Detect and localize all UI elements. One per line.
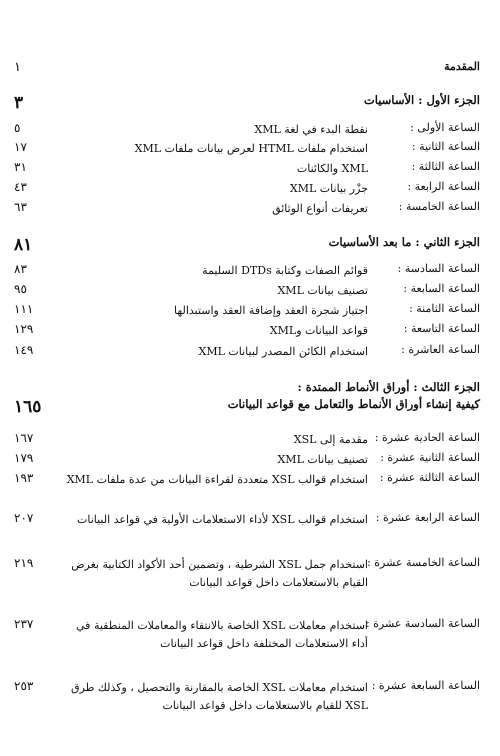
toc-entry-title: تصنيف بيانات XML bbox=[277, 453, 368, 466]
part-subheading[interactable] bbox=[14, 397, 480, 419]
toc-entry-title: تعريفات أنواع الوثائق bbox=[272, 202, 368, 215]
toc-entry-label: الساعة الخامسة عشرة : bbox=[367, 556, 480, 569]
toc-page-number: ٥ bbox=[14, 121, 21, 135]
toc-entry-label: الساعة الأولى : bbox=[410, 121, 480, 134]
toc-page-number: ١٧ bbox=[14, 140, 27, 154]
part-page-number: ١٦٥ bbox=[14, 397, 42, 417]
part-title: الجزء الأول : الأساسيات bbox=[363, 93, 480, 107]
toc-entry-title: مقدمة إلى XSL bbox=[293, 433, 368, 446]
toc-entry-label: الساعة العاشرة : bbox=[401, 343, 480, 356]
toc-entry[interactable] bbox=[14, 451, 480, 469]
toc-entry-label: الساعة السادسة عشرة : bbox=[365, 617, 480, 630]
toc-entry[interactable] bbox=[14, 262, 480, 280]
toc-entry-title: جزْر بيانات XML bbox=[289, 182, 368, 195]
toc-entry[interactable] bbox=[14, 282, 480, 300]
toc-entry-label: الساعة الثامنة : bbox=[409, 302, 480, 315]
toc-entry[interactable] bbox=[14, 180, 480, 198]
toc-entry-label: الساعة الثانية : bbox=[411, 140, 480, 153]
toc-page-number: ٢١٩ bbox=[14, 556, 34, 570]
part-page-number: ٣ bbox=[14, 93, 24, 113]
part-heading[interactable] bbox=[14, 93, 480, 115]
toc-intro[interactable] bbox=[14, 60, 480, 78]
toc-entry-title: نقطة البدء في لغة XML bbox=[254, 123, 368, 136]
toc-page-number: ٣١ bbox=[14, 160, 27, 174]
toc-page-number: ٤٣ bbox=[14, 180, 27, 194]
toc-entry-label: الساعة الحادية عشرة : bbox=[374, 431, 480, 444]
toc-page-number: ٢٥٣ bbox=[14, 679, 34, 693]
part-heading[interactable] bbox=[14, 235, 480, 257]
toc-entry-title: اجتياز شجرة العقد وإضافة العقد واستبدالها bbox=[174, 304, 368, 317]
toc-page-number: ٨٣ bbox=[14, 262, 27, 276]
toc-entry-title: استخدام جمل XSL الشرطية ، وتضمين أحد الأكواد الكتابية بغرض القيام بالاستعلامات داخل قواعد البيانات bbox=[71, 558, 368, 589]
toc-page-number: ١٧٩ bbox=[14, 451, 34, 465]
toc-entry-title: XML والكائنات bbox=[296, 162, 368, 175]
toc-entry[interactable] bbox=[14, 617, 480, 673]
toc-entry[interactable] bbox=[14, 200, 480, 218]
toc-entry-title: استخدام معاملات XSL الخاصة بالانتقاء والمعاملات المنطقية في أداء الاستعلامات المختلفة داخل قواعد البيانات bbox=[76, 619, 368, 650]
toc-entry[interactable] bbox=[14, 140, 480, 158]
toc-entry[interactable] bbox=[14, 160, 480, 178]
toc-entry[interactable] bbox=[14, 322, 480, 340]
toc-entry-label: الساعة الثانية عشرة : bbox=[380, 451, 480, 464]
toc-entry[interactable] bbox=[14, 343, 480, 361]
part-title: الجزء الثاني : ما بعد الأساسيات bbox=[328, 235, 480, 249]
toc-entry[interactable] bbox=[14, 121, 480, 139]
toc-entry-label: الساعة السادسة : bbox=[397, 262, 480, 275]
toc-entry-label: الساعة الثالثة : bbox=[411, 160, 480, 173]
toc-entry-title: استخدام قوالب XSL متعددة لقراءة البيانات من عدة ملفات XML bbox=[66, 473, 368, 486]
toc-page-number: ١ bbox=[14, 60, 21, 75]
toc-entry-label: الساعة الثالثة عشرة : bbox=[379, 471, 480, 484]
toc-entry[interactable] bbox=[14, 302, 480, 320]
toc-entry-title: تصنيف بيانات XML bbox=[277, 284, 368, 297]
toc-entry[interactable] bbox=[14, 511, 480, 549]
toc-page-number: ١٢٩ bbox=[14, 322, 34, 336]
toc-entry-label: الساعة السابعة : bbox=[403, 282, 480, 295]
toc-entry-label: الساعة الخامسة : bbox=[398, 200, 480, 213]
toc-entry[interactable] bbox=[14, 556, 480, 612]
toc-entry-title: استخدام قوالب XSL لأداء الاستعلامات الأولية في قواعد البيانات bbox=[76, 513, 368, 526]
toc-entry[interactable] bbox=[14, 431, 480, 449]
part-page-number: ٨١ bbox=[14, 235, 33, 255]
part-title: الجزء الثالث : أوراق الأنماط الممتدة : bbox=[297, 380, 480, 394]
toc-page-number: ٢٠٧ bbox=[14, 511, 34, 525]
toc-page-number: ١٤٩ bbox=[14, 343, 34, 357]
toc-entry[interactable] bbox=[14, 679, 480, 735]
toc-entry-title: استخدام ملفات HTML لعرض بيانات ملفات XML bbox=[134, 142, 368, 155]
toc-entry-title: قوائم الصفات وكتابة DTDs السليمة bbox=[202, 264, 368, 277]
toc-entry-label: الساعة السابعة عشرة : bbox=[371, 679, 480, 692]
toc-page-number: ١٩٣ bbox=[14, 471, 34, 485]
toc-entry-label: الساعة التاسعة : bbox=[403, 322, 480, 335]
toc-page-number: ٢٣٧ bbox=[14, 617, 34, 631]
toc-page-number: ٩٥ bbox=[14, 282, 27, 296]
toc-entry-title: استخدام الكائن المصدر لبيانات XML bbox=[198, 345, 368, 358]
toc-page-number: ١١١ bbox=[14, 302, 34, 316]
toc-entry-label: الساعة الرابعة عشرة : bbox=[375, 511, 480, 524]
part-subtitle: كيفية إنشاء أوراق الأنماط والتعامل مع قواعد البيانات bbox=[227, 397, 480, 411]
toc-entry-label: الساعة الرابعة : bbox=[407, 180, 480, 193]
toc-page-number: ٦٣ bbox=[14, 200, 27, 214]
toc-entry-title: قواعد البيانات وXML bbox=[269, 324, 368, 337]
toc-intro-label: المقدمة bbox=[444, 60, 480, 73]
toc-entry-title: استخدام معاملات XSL الخاصة بالمقارنة والتحصيل ، وكذلك طرق XSL للقيام بالاستعلامات داخل قواعد البيانات bbox=[71, 681, 368, 712]
toc-page-number: ١٦٧ bbox=[14, 431, 34, 445]
toc-entry[interactable] bbox=[14, 471, 480, 509]
